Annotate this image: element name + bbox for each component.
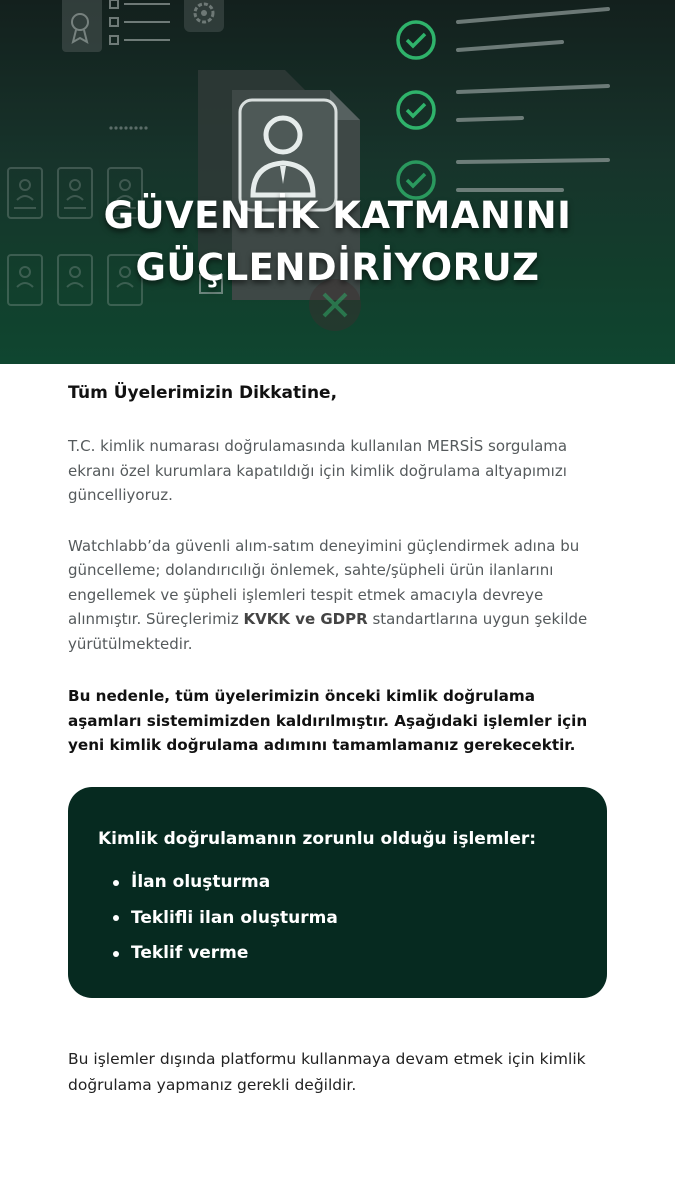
paragraph-security xyxy=(68,534,613,657)
hero-illustration xyxy=(0,0,675,364)
certificate-icon xyxy=(62,0,102,52)
required-actions-card xyxy=(68,787,607,998)
list-item xyxy=(98,865,577,901)
footer-note: Bu işlemler dışında platformu kullanmaya devam etmek için kimlik doğrulama yapmanız gerekli değildir. xyxy=(68,1050,586,1094)
hero-title xyxy=(0,190,675,294)
paragraph-security-text-start: Watchlabb’da güvenli alım-satım deneyimini güçlendirmek adına bu güncelleme; dolandırıcılığı önlemek, sahte/şüpheli ürün ilanlarını engellemek ve şüpheli işlemleri tespit etmek amacıyla devreye alınmıştır. Süreçlerimiz xyxy=(68,536,580,628)
list-item-label: İlan oluşturma xyxy=(131,872,271,892)
greeting: Tüm Üyelerimizin Dikkatine, xyxy=(68,383,338,403)
list-item xyxy=(98,901,577,937)
list-item-label: Teklifli ilan oluşturma xyxy=(131,907,338,928)
required-actions-list xyxy=(98,865,577,972)
card-heading: Kimlik doğrulamanın zorunlu olduğu işlemler: xyxy=(98,829,537,849)
hero-title-line1: GÜVENLİK KATMANINI xyxy=(103,194,572,237)
announcement-body xyxy=(68,378,613,758)
hero-title-line2: GÜÇLENDİRİYORUZ xyxy=(135,246,540,289)
hero-banner xyxy=(0,0,675,364)
bullet-icon xyxy=(113,915,119,921)
paragraph-mersis: T.C. kimlik numarası doğrulamasında kullanılan MERSİS sorgulama ekranı özel kurumlara kapatıldığı için kimlik doğrulama altyapımızı güncelliyoruz. xyxy=(68,437,568,504)
paragraph-security-highlight: KVKK ve GDPR xyxy=(243,610,368,628)
paragraph-security-text-end: standartlarına uygun şekilde yürütülmektedir. xyxy=(68,610,588,653)
list-item-label: Teklif verme xyxy=(131,943,249,963)
list-item xyxy=(98,936,577,972)
paragraph-notice: Bu nedenle, tüm üyelerimizin önceki kimlik doğrulama aşamları sistemimizden kaldırılmıştır. Aşağıdaki işlemler için yeni kimlik doğrulama adımını tamamlamanız gerekecektir. xyxy=(68,687,588,754)
gear-icon xyxy=(184,0,224,32)
bullet-icon xyxy=(113,880,119,886)
bullet-icon xyxy=(113,951,119,957)
